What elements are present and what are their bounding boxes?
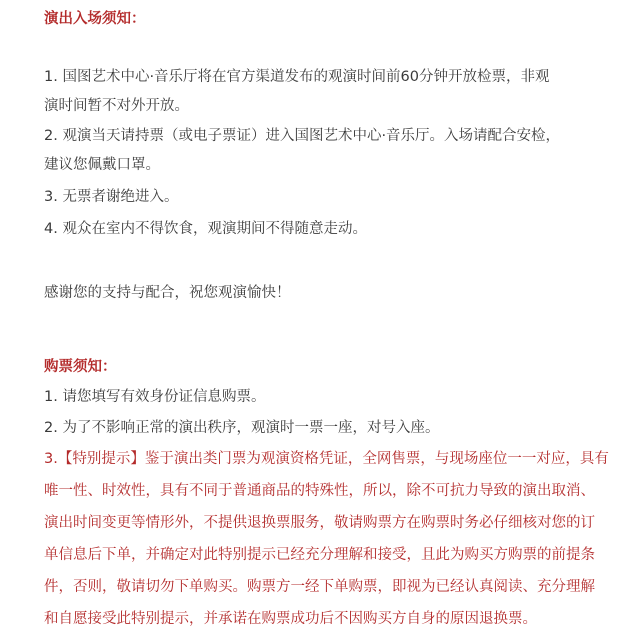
- performance-item-1-line-2: 演时间暂不对外开放。: [44, 98, 189, 114]
- special-notice-line: 件，否则，敬请切勿下单购买。购票方一经下单购票，即视为已经认真阅读、充分理解: [44, 579, 595, 595]
- performance-item-3: 3. 无票者谢绝进入。: [44, 189, 179, 205]
- special-notice-line: 3.【特别提示】鉴于演出类门票为观演资格凭证，全网售票，与现场座位一一对应，具有: [44, 451, 609, 467]
- performance-notice-heading: 演出入场须知：: [44, 11, 146, 27]
- performance-item-4: 4. 观众在室内不得饮食，观演期间不得随意走动。: [44, 221, 367, 237]
- special-notice-line: 演出时间变更等情形外，不提供退换票服务，敬请购票方在购票时务必仔细核对您的订: [44, 515, 595, 531]
- special-notice-line: 单信息后下单，并确定对此特别提示已经充分理解和接受，且此为购买方购票的前提条: [44, 547, 595, 563]
- performance-item-2-line-1: 2. 观演当天请持票（或电子票证）进入国图艺术中心·音乐厅。入场请配合安检，: [44, 128, 561, 144]
- ticket-item-1: 1. 请您填写有效身份证信息购票。: [44, 389, 266, 405]
- special-notice-line: 唯一性、时效性，具有不同于普通商品的特殊性，所以，除不可抗力导致的演出取消、: [44, 483, 595, 499]
- performance-item-1-line-1: 1. 国图艺术中心·音乐厅将在官方渠道发布的观演时间前60分钟开放检票，非观: [44, 69, 550, 85]
- ticket-notice-heading: 购票须知：: [44, 359, 117, 375]
- performance-item-2-line-2: 建议您佩戴口罩。: [44, 157, 160, 173]
- ticket-item-2: 2. 为了不影响正常的演出秩序，观演时一票一座，对号入座。: [44, 420, 440, 436]
- special-notice-line: 和自愿接受此特别提示，并承诺在购票成功后不因购买方自身的原因退换票。: [44, 611, 537, 627]
- thanks-message: 感谢您的支持与配合，祝您观演愉快！: [44, 285, 291, 301]
